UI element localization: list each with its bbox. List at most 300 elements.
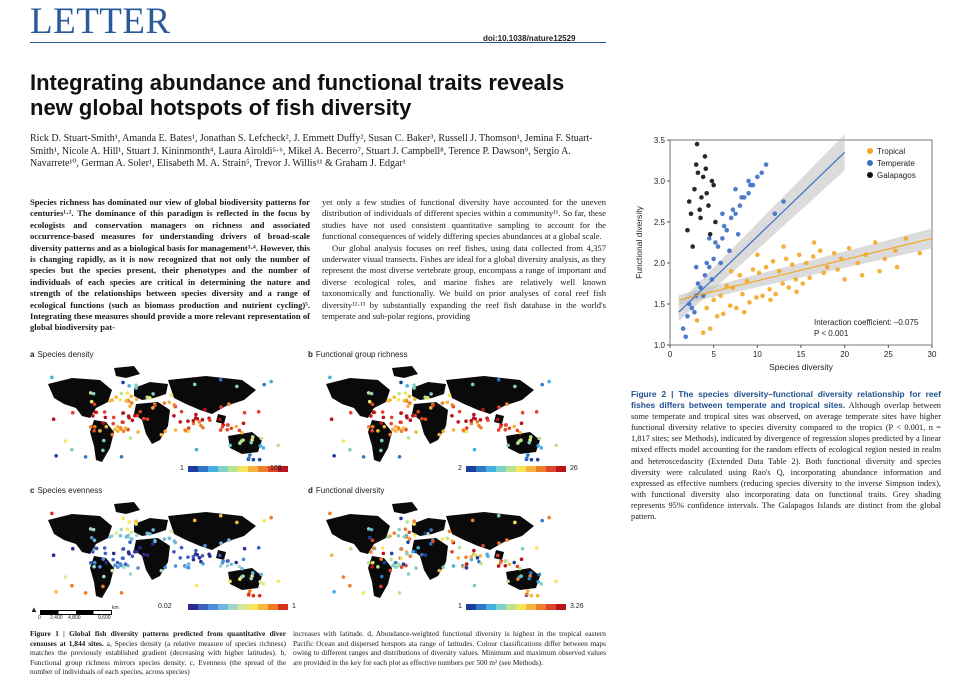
map-site-marker (371, 425, 375, 429)
map-site-marker (187, 430, 191, 434)
map-site-marker (248, 589, 252, 593)
data-point-tropical (842, 277, 847, 282)
colorbar-c-max: 1 (292, 603, 296, 610)
map-site-marker (516, 577, 520, 581)
map-site-marker (193, 383, 197, 387)
body-paragraph-2: Our global analysis focuses on reef fishes, using data collected from 4,357 underwater visual transects. Fishes are ideal for a global diversity analysis, as they represent the most diverse vertebrate group, encompass a range of important and diverse ecological roles, and marine fishes are relatively well known taxonomically and functionally. We build on prior analyses of coral reef fish diversity¹²·¹³ by substantially expanding the reef fish database in the world's temperate and sub-polar regions, providing (322, 242, 606, 322)
colorbar-swatch (228, 466, 238, 472)
map-site-marker (406, 404, 410, 408)
map-site-marker (506, 580, 510, 584)
colorbar-swatch (496, 604, 506, 610)
colorbar-swatch (506, 604, 516, 610)
colorbar-swatch (466, 466, 476, 472)
map-landmass (392, 366, 418, 378)
map-site-marker (136, 430, 140, 434)
north-arrow-icon: ▲ (30, 605, 38, 614)
map-site-marker (120, 455, 124, 459)
map-site-marker (476, 556, 480, 560)
map-site-marker (247, 456, 251, 460)
map-site-marker (262, 519, 266, 523)
map-site-marker (201, 554, 205, 558)
map-site-marker (413, 397, 417, 401)
data-point-tropical (773, 292, 778, 297)
map-site-marker (110, 569, 114, 573)
data-point-tropical (847, 246, 852, 251)
data-point-tropical (794, 289, 799, 294)
map-site-marker (259, 580, 263, 584)
map-site-marker (91, 550, 95, 554)
map-site-marker (379, 449, 383, 453)
map-site-marker (465, 426, 469, 430)
map-site-marker (527, 577, 531, 581)
map-site-marker (122, 565, 126, 569)
map-site-marker (472, 549, 476, 553)
map-site-marker (429, 392, 433, 396)
map-site-marker (456, 556, 460, 560)
map-site-marker (116, 565, 120, 569)
abstract-column: Species richness has dominated our view of global biodiversity patterns for centuries¹·². The dominance of this paradigm is reflected in the focus by ecologists and conservation managers on richness and associated occurrence-based measures for understanding drivers of broad-scale diversity patterns and as a biological basis for management³·⁴. However, this is changing rapidly, as it is now recognized that not only the number of species but the species present, their phenotypes and the number of individuals of each species are critical in determining the nature and strength of the relationships between species diversity and a range of ecological functions (such as biomass production and nutrient cycling)⁵. Integrating these measures should provide a more relevant representation of global biodiversity pat- (30, 197, 310, 333)
map-site-marker (136, 566, 140, 570)
map-site-marker (258, 594, 262, 598)
map-site-marker (380, 575, 384, 579)
map-site-marker (399, 517, 403, 521)
map-landmass (326, 378, 390, 418)
map-site-marker (101, 585, 105, 589)
map-site-marker (252, 458, 256, 462)
map-site-marker (399, 381, 403, 385)
data-point-temperate (781, 199, 786, 204)
map-site-marker (127, 416, 131, 420)
map-site-marker (348, 584, 352, 588)
map-site-marker (530, 594, 534, 598)
map-site-marker (497, 378, 501, 382)
map-site-marker (470, 419, 474, 423)
doi: doi:10.1038/nature12529 (483, 34, 576, 43)
map-site-marker (101, 557, 105, 561)
map-site-marker (249, 577, 253, 581)
map-site-marker (479, 426, 483, 430)
data-point-tropical (877, 269, 882, 274)
map-site-marker (116, 425, 120, 429)
map-site-marker (521, 411, 525, 415)
map-site-marker (409, 554, 413, 558)
map-site-marker (465, 430, 469, 434)
map-site-marker (208, 554, 212, 558)
data-point-galapagos (697, 207, 702, 212)
data-point-temperate (733, 212, 738, 217)
colorbar-swatch (228, 604, 238, 610)
map-site-marker (402, 426, 406, 430)
p-value-annotation: P < 0.001 (814, 329, 849, 338)
legend-marker-galapagos (867, 172, 873, 178)
map-site-marker (121, 556, 125, 560)
map-site-marker (238, 429, 242, 433)
data-point-tropical (751, 267, 756, 272)
figure2-caption-title: Figure 2 | The species diversity–functional diversity relationship for reef fishes differs between temperate and tropical sites. (631, 389, 941, 411)
map-site-marker (382, 425, 386, 429)
data-point-temperate (716, 244, 721, 249)
map-site-marker (411, 550, 415, 554)
data-point-tropical (790, 262, 795, 267)
map-site-marker (390, 416, 394, 420)
map-site-marker (227, 402, 231, 406)
data-point-tropical (728, 303, 733, 308)
map-site-marker (90, 400, 94, 404)
map-site-marker (476, 420, 480, 424)
map-site-marker (193, 519, 197, 523)
scale-unit: km (112, 605, 119, 611)
map-site-marker (529, 571, 533, 575)
map-site-marker (93, 539, 97, 543)
map-landmass (168, 512, 256, 550)
map-site-marker (138, 546, 142, 550)
data-point-temperate (707, 236, 712, 241)
map-site-marker (84, 455, 88, 459)
map-site-marker (416, 546, 420, 550)
map-site-marker (413, 533, 417, 537)
map-site-marker (394, 429, 398, 433)
colorbar-swatch (496, 466, 506, 472)
map-site-marker (394, 561, 398, 565)
map-site-marker (465, 566, 469, 570)
map-site-marker (348, 448, 352, 452)
map-site-marker (538, 437, 542, 441)
map-site-marker (392, 395, 396, 399)
map-landmass (446, 376, 534, 414)
colorbar-swatch (476, 466, 486, 472)
legend-label-temperate: Temperate (877, 159, 915, 168)
map-site-marker (397, 534, 401, 538)
data-point-temperate (738, 203, 743, 208)
figure2-caption-text: Although overlap between some temperate and tropical sites was observed, on average temperate sites have higher functional diversity relative to species diversity compared to the tropics (P < 0.001, n = 1,817 sites; see Methods), indicated by divergence of regression slopes predicted by a linear mixed effects model accounting for the random effects of ecological region nested in realm and heteroscedascity (Extended Data Table 2). Both functional diversity and species diversity were calculated using Rao's Q, incorporating abundance information and expressed as effective numbers (reducing species diversity to the inverse Simpson index), with functional diversity also incorporating data on functional traits. Grey shading represents 95% confidence intervals. The Galapagos Islands are distinct from the global pattern. (631, 401, 941, 522)
colorbar-b (466, 466, 566, 472)
map-site-marker (330, 553, 334, 557)
map-landmass (228, 568, 262, 590)
map-site-marker (172, 414, 176, 418)
map-site-marker (554, 579, 558, 583)
map-site-marker (529, 435, 533, 439)
y-tick-label: 1.0 (653, 341, 665, 350)
map-site-marker (119, 534, 123, 538)
map-site-marker (362, 591, 366, 595)
map-site-marker (371, 403, 375, 407)
map-site-marker (248, 453, 252, 457)
map-site-marker (219, 378, 223, 382)
map-site-marker (203, 544, 207, 548)
data-point-tropical (734, 306, 739, 311)
map-site-marker (195, 417, 199, 421)
legend-label-galapagos: Galapagos (877, 171, 916, 180)
map-site-marker (547, 380, 551, 384)
map-landmass (168, 376, 256, 414)
colorbar-swatch (208, 604, 218, 610)
map-site-marker (379, 557, 383, 561)
map-site-marker (464, 419, 468, 423)
map-site-marker (516, 565, 520, 569)
colorbar-a-max: 109 (270, 465, 282, 472)
map-site-marker (372, 546, 376, 550)
map-site-marker (405, 384, 409, 388)
map-site-marker (513, 521, 517, 525)
colorbar-swatch (198, 466, 208, 472)
colorbar-c (188, 604, 288, 610)
data-point-tropical (821, 271, 826, 276)
map-site-marker (235, 521, 239, 525)
map-site-marker (537, 444, 541, 448)
map-site-marker (194, 549, 198, 553)
map-site-marker (50, 512, 54, 516)
map-site-marker (394, 425, 398, 429)
map-site-marker (403, 399, 407, 403)
colorbar-swatch (268, 604, 278, 610)
map-site-marker (470, 555, 474, 559)
map-site-marker (376, 429, 380, 433)
map-site-marker (93, 425, 97, 429)
map-site-marker (238, 577, 242, 581)
data-point-temperate (746, 179, 751, 184)
data-point-tropical (742, 310, 747, 315)
map-site-marker (125, 535, 129, 539)
map-site-marker (416, 410, 420, 414)
map-site-marker (180, 410, 184, 414)
map-site-marker (525, 456, 529, 460)
data-point-tropical (825, 265, 830, 270)
data-point-tropical (797, 253, 802, 258)
map-site-marker (151, 392, 155, 396)
map-site-marker (512, 561, 516, 565)
map-site-marker (187, 426, 191, 430)
map-site-marker (516, 441, 520, 445)
data-point-temperate (718, 261, 723, 266)
map-site-marker (104, 561, 108, 565)
map-site-marker (151, 542, 155, 546)
data-point-tropical (860, 273, 865, 278)
data-point-temperate (696, 281, 701, 286)
map-site-marker (112, 416, 116, 420)
map-site-marker (328, 512, 332, 516)
map-site-marker (135, 533, 139, 537)
map-site-marker (536, 458, 540, 462)
map-species-evenness (30, 498, 290, 608)
map-landmass (392, 502, 418, 514)
map-site-marker (388, 398, 392, 402)
map-site-marker (133, 550, 137, 554)
map-site-marker (397, 528, 401, 532)
map-site-marker (163, 401, 167, 405)
data-point-tropical (715, 314, 720, 319)
map-site-marker (367, 527, 371, 531)
map-site-marker (420, 553, 424, 557)
map-site-marker (104, 416, 108, 420)
map-site-marker (168, 537, 172, 541)
map-site-marker (124, 562, 128, 566)
map-site-marker (400, 565, 404, 569)
map-landmass (326, 514, 390, 554)
map-site-marker (130, 394, 134, 398)
map-scale-bar (30, 605, 120, 623)
data-point-tropical (764, 265, 769, 270)
map-site-marker (408, 537, 412, 541)
map-site-marker (367, 391, 371, 395)
map-site-marker (121, 420, 125, 424)
map-site-marker (405, 416, 409, 420)
map-site-marker (122, 429, 126, 433)
map-site-marker (370, 429, 374, 433)
map-site-marker (441, 401, 445, 405)
figure1 (30, 350, 606, 625)
map-site-marker (163, 566, 167, 570)
map-site-marker (92, 429, 96, 433)
map-site-marker (110, 534, 114, 538)
map-site-marker (219, 428, 223, 432)
data-point-tropical (807, 275, 812, 280)
map-site-marker (332, 454, 336, 458)
data-point-tropical (800, 281, 805, 286)
map-site-marker (195, 553, 199, 557)
map-site-marker (135, 397, 139, 401)
map-site-marker (172, 550, 176, 554)
map-site-marker (269, 380, 273, 384)
data-point-galapagos (703, 154, 708, 159)
data-point-tropical (895, 265, 900, 270)
map-site-marker (142, 417, 146, 421)
colorbar-swatch (188, 604, 198, 610)
colorbar-swatch (248, 604, 258, 610)
colorbar-swatch (486, 466, 496, 472)
map-site-marker (64, 439, 68, 443)
data-point-tropical (793, 277, 798, 282)
colorbar-c-min: 0.02 (158, 603, 172, 610)
data-point-temperate (736, 232, 741, 237)
map-site-marker (496, 418, 500, 422)
map-site-marker (93, 403, 97, 407)
data-point-tropical (754, 295, 759, 300)
data-point-temperate (729, 216, 734, 221)
map-site-marker (54, 590, 58, 594)
map-site-marker (257, 410, 261, 414)
map-site-marker (124, 426, 128, 430)
map-site-marker (134, 519, 138, 523)
map-site-marker (370, 565, 374, 569)
interaction-coefficient-annotation: Interaction coefficient: –0.075 (814, 318, 919, 327)
map-site-marker (369, 550, 373, 554)
map-site-marker (506, 444, 510, 448)
data-point-temperate (703, 273, 708, 278)
map-site-marker (458, 410, 462, 414)
map-site-marker (198, 420, 202, 424)
figure1-caption-cont: increases with latitude. d, Abundance-weighted functional diversity is highest in the tropical eastern Pacific Ocean and dispersed hotspots ata range of latitudes. Colour classifications differ between maps owing to different ranges and distributions of diversity values. Minimum and maximum observed values are provided in the key for each plot as effective numbers per 500 m² (see Methods). (293, 629, 606, 667)
map-site-marker (114, 395, 118, 399)
map-site-marker (262, 383, 266, 387)
data-point-galapagos (696, 171, 701, 176)
map-site-marker (276, 443, 280, 447)
map-site-marker (403, 535, 407, 539)
body-paragraph-1: yet only a few studies of functional diversity have accounted for the uneven distribution of individuals of different species within a community¹¹. So far, these studies have not used consistent quantitative sampling to account for the functional consequences of widely differing species abundances at a global scale. (322, 197, 606, 242)
map-site-marker (388, 569, 392, 573)
map-site-marker (130, 530, 134, 534)
data-point-temperate (720, 236, 725, 241)
map-site-marker (450, 414, 454, 418)
map-site-marker (103, 410, 107, 414)
map-site-marker (535, 546, 539, 550)
data-point-tropical (781, 244, 786, 249)
map-site-marker (234, 425, 238, 429)
map-site-marker (399, 547, 403, 551)
data-point-tropical (873, 240, 878, 245)
map-site-marker (397, 398, 401, 402)
map-site-marker (520, 422, 524, 426)
data-point-temperate (755, 175, 760, 180)
data-point-temperate (720, 212, 725, 217)
map-site-marker (98, 429, 102, 433)
x-axis-label: Species diversity (769, 362, 833, 372)
map-site-marker (178, 420, 182, 424)
map-site-marker (128, 540, 132, 544)
map-site-marker (130, 537, 134, 541)
colorbar-swatch (248, 466, 258, 472)
data-point-temperate (707, 265, 712, 270)
data-point-tropical (786, 285, 791, 290)
map-site-marker (400, 429, 404, 433)
map-site-marker (420, 417, 424, 421)
map-site-marker (371, 561, 375, 565)
y-tick-label: 2.5 (653, 218, 665, 227)
map-site-marker (102, 575, 106, 579)
map-site-marker (381, 546, 385, 550)
map-site-marker (142, 553, 146, 557)
x-tick-label: 30 (927, 350, 937, 359)
data-point-galapagos (713, 220, 718, 225)
map-site-marker (251, 571, 255, 575)
map-site-marker (441, 566, 445, 570)
map-site-marker (394, 565, 398, 569)
map-site-marker (195, 584, 199, 588)
map-site-marker (145, 531, 149, 535)
map-site-marker (138, 410, 142, 414)
map-site-marker (89, 425, 93, 429)
map-site-marker (473, 584, 477, 588)
map-site-marker (382, 416, 386, 420)
map-site-marker (450, 539, 454, 543)
map-site-marker (405, 520, 409, 524)
colorbar-swatch (238, 466, 248, 472)
data-point-tropical (740, 292, 745, 297)
map-site-marker (450, 550, 454, 554)
map-site-marker (102, 439, 106, 443)
map-site-marker (512, 425, 516, 429)
map-site-marker (249, 441, 253, 445)
map-site-marker (198, 556, 202, 560)
map-site-marker (441, 430, 445, 434)
map-site-marker (399, 420, 403, 424)
data-point-tropical (701, 330, 706, 335)
data-point-tropical (708, 326, 713, 331)
map-site-marker (225, 564, 229, 568)
colorbar-d-min: 1 (458, 603, 462, 610)
data-point-tropical (835, 267, 840, 272)
map-site-marker (159, 433, 163, 437)
map-site-marker (219, 564, 223, 568)
map-site-marker (192, 555, 196, 559)
colorbar-swatch (556, 604, 566, 610)
map-site-marker (103, 546, 107, 550)
data-point-galapagos (694, 162, 699, 167)
map-site-marker (126, 391, 130, 395)
map-site-marker (367, 561, 371, 565)
map-site-marker (520, 558, 524, 562)
map-site-marker (131, 554, 135, 558)
map-site-marker (397, 392, 401, 396)
